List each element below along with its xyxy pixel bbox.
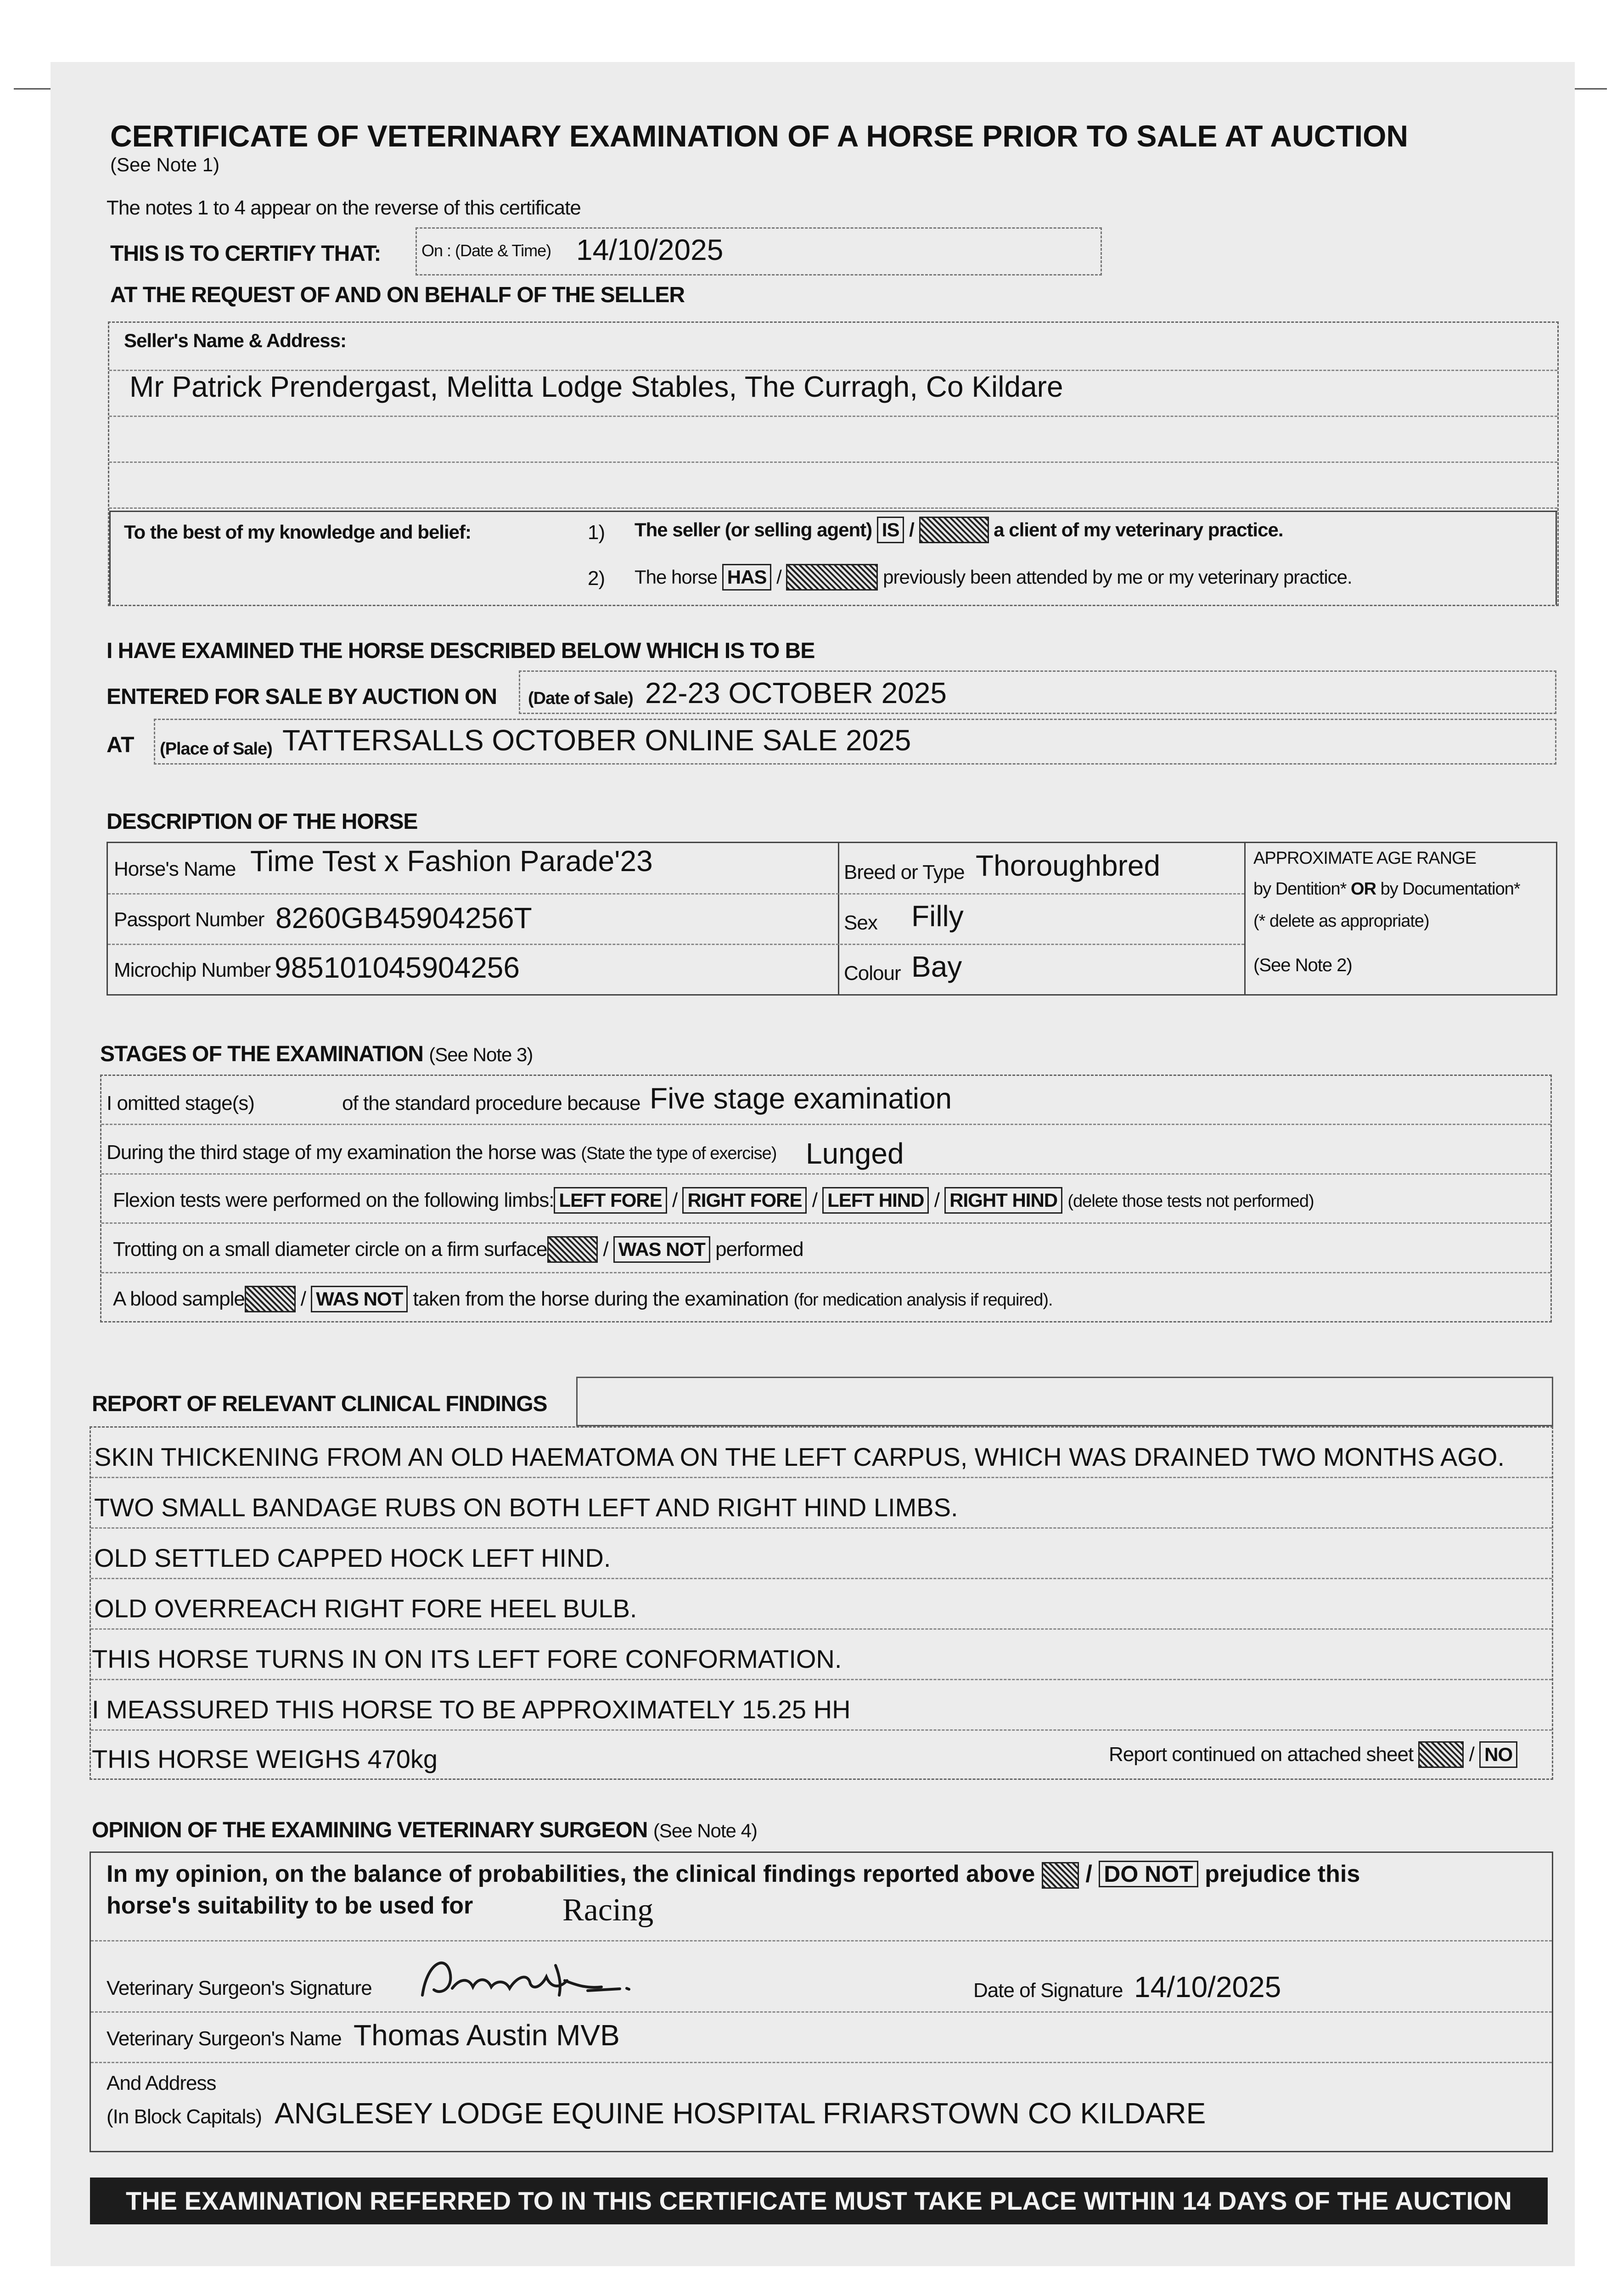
opinion-heading — [92, 1818, 757, 1843]
divider — [91, 1527, 1552, 1529]
blood-label: A blood sample — [113, 1288, 245, 1310]
colour-label: Colour — [844, 962, 901, 985]
footer-banner: THE EXAMINATION REFERRED TO IN THIS CERTIFICATE MUST TAKE PLACE WITHIN 14 DAYS OF THE AUCTION — [90, 2178, 1548, 2224]
opinion-do-option[interactable] — [1042, 1862, 1079, 1889]
divider — [91, 2062, 1552, 2063]
third-stage-note: (State the type of exercise) — [581, 1144, 777, 1163]
finding-line: TWO SMALL BANDAGE RUBS ON BOTH LEFT AND RIGHT HIND LIMBS. — [94, 1493, 958, 1522]
divider — [91, 1628, 1552, 1630]
sale-place-value: TATTERSALLS OCTOBER ONLINE SALE 2025 — [282, 724, 911, 757]
item2-has-option[interactable]: HAS — [722, 564, 772, 591]
divider — [1556, 511, 1557, 605]
sex-value[interactable]: Filly — [911, 900, 964, 933]
item1-is-option[interactable]: IS — [877, 517, 904, 543]
item1-number: 1) — [588, 521, 605, 544]
opinion-text-a: In my opinion, on the balance of probabilities, the clinical findings reported above — [107, 1861, 1035, 1887]
slash: / — [909, 519, 914, 540]
divider — [109, 511, 111, 605]
knowledge-label: To the best of my knowledge and belief: — [124, 521, 471, 543]
age-dentition[interactable]: by Dentition* — [1253, 879, 1347, 899]
age-range-heading: APPROXIMATE AGE RANGE — [1253, 849, 1477, 868]
flexion-row: Flexion tests were performed on the following limbs: LEFT FORE / RIGHT FORE / LEFT HIND / RIGHT HIND (delete those tests not performed) — [113, 1187, 1314, 1214]
flexion-left-fore[interactable]: LEFT FORE — [554, 1187, 667, 1214]
description-heading: DESCRIPTION OF THE HORSE — [107, 810, 418, 834]
colour-value[interactable]: Bay — [911, 950, 962, 983]
divider — [101, 1272, 1550, 1273]
at-label: AT — [107, 733, 135, 757]
blood-row: A blood sample / WAS NOT taken from the horse during the examination (for medication analysis if required). — [113, 1286, 1053, 1313]
divider — [91, 1679, 1552, 1680]
third-stage-value[interactable]: Lunged — [806, 1137, 904, 1170]
stages-heading — [100, 1041, 533, 1067]
sale-place-label: (Place of Sale) — [160, 739, 272, 759]
sale-date-value: 22-23 OCTOBER 2025 — [645, 676, 947, 709]
divider — [108, 944, 1244, 945]
trotting-row: Trotting on a small diameter circle on a firm surface / WAS NOT performed — [113, 1236, 803, 1263]
trotting-was-not-option[interactable]: WAS NOT — [613, 1236, 710, 1263]
item2-pre: The horse — [635, 566, 718, 588]
divider — [109, 507, 1557, 509]
age-range-method — [1253, 879, 1520, 899]
blood-was-not-option[interactable]: WAS NOT — [311, 1286, 408, 1312]
item1-pre: The seller (or selling agent) — [635, 519, 872, 540]
stages-heading-note: (See Note 3) — [429, 1044, 533, 1065]
trotting-label: Trotting on a small diameter circle on a firm surface — [113, 1238, 547, 1261]
findings-header-box — [576, 1377, 1553, 1426]
blood-was-option[interactable] — [245, 1286, 296, 1312]
finding-line: I MEASSURED THIS HORSE TO BE APPROXIMATELY 15.25 HH — [92, 1695, 851, 1724]
sale-date-label: (Date of Sale) — [528, 689, 633, 708]
item2-line — [635, 564, 1352, 591]
findings-heading: REPORT OF RELEVANT CLINICAL FINDINGS — [92, 1392, 547, 1416]
opinion-text-b: prejudice this — [1205, 1861, 1360, 1887]
surgeon-name-value[interactable]: Thomas Austin MVB — [354, 2019, 620, 2052]
signature-label: Veterinary Surgeon's Signature — [107, 1977, 372, 1999]
certificate-title: CERTIFICATE OF VETERINARY EXAMINATION OF A HORSE PRIOR TO SALE AT AUCTION — [110, 119, 1409, 153]
horse-name-label: Horse's Name — [114, 858, 236, 880]
seller-label: Seller's Name & Address: — [124, 330, 346, 351]
seller-box — [108, 321, 1559, 606]
item2-post: previously been attended by me or my veterinary practice. — [883, 566, 1352, 588]
seller-value[interactable]: Mr Patrick Prendergast, Melitta Lodge Stables, The Curragh, Co Kildare — [129, 370, 1063, 403]
divider — [101, 1222, 1550, 1224]
breed-value[interactable]: Thoroughbred — [976, 849, 1161, 882]
flexion-left-hind[interactable]: LEFT HIND — [822, 1187, 929, 1214]
finding-line: THIS HORSE WEIGHS 470kg — [92, 1745, 438, 1773]
finding-line: OLD OVERREACH RIGHT FORE HEEL BULB. — [94, 1594, 637, 1623]
stages-heading-text: STAGES OF THE EXAMINATION — [100, 1042, 423, 1066]
notes-line: The notes 1 to 4 appear on the reverse of this certificate — [107, 197, 581, 219]
opinion-heading-note: (See Note 4) — [653, 1820, 757, 1841]
item2-number: 2) — [588, 567, 605, 590]
flexion-label: Flexion tests were performed on the following limbs: — [113, 1189, 554, 1211]
omitted-label-a: I omitted stage(s) — [107, 1092, 254, 1114]
age-or: OR — [1351, 879, 1376, 899]
opinion-text-line1: In my opinion, on the balance of probabilities, the clinical findings reported above / DO NOT prejudice this — [107, 1860, 1360, 1889]
examined-line: I HAVE EXAMINED THE HORSE DESCRIBED BELOW WHICH IS TO BE — [107, 639, 815, 663]
surgeon-name-label: Veterinary Surgeon's Name — [107, 2027, 342, 2050]
address-label-a: And Address — [107, 2072, 216, 2094]
age-delete-note: (* delete as appropriate) — [1253, 912, 1429, 931]
passport-label: Passport Number — [114, 908, 264, 931]
finding-line: OLD SETTLED CAPPED HOCK LEFT HIND. — [94, 1543, 611, 1572]
opinion-text-c: horse's suitability to be used for — [107, 1892, 473, 1919]
opinion-do-not-option[interactable]: DO NOT — [1099, 1861, 1198, 1887]
item1-line — [635, 517, 1283, 543]
divider — [109, 511, 1557, 512]
address-label-b: (In Block Capitals) — [107, 2105, 262, 2128]
flexion-right-hind[interactable]: RIGHT HIND — [944, 1187, 1062, 1214]
trotting-was-option[interactable] — [547, 1236, 598, 1263]
blood-note: (for medication analysis if required). — [793, 1290, 1053, 1310]
divider — [838, 842, 839, 996]
divider — [109, 416, 1557, 417]
use-value[interactable]: Racing — [562, 1892, 654, 1928]
opinion-heading-text: OPINION OF THE EXAMINING VETERINARY SURGEON — [92, 1818, 648, 1842]
item1-post: a client of my veterinary practice. — [994, 519, 1283, 540]
report-continued-no[interactable]: NO — [1479, 1741, 1517, 1768]
report-continued-row: Report continued on attached sheet / NO — [1109, 1741, 1517, 1768]
flexion-note: (delete those tests not performed) — [1067, 1192, 1314, 1211]
finding-line: THIS HORSE TURNS IN ON ITS LEFT FORE CONFORMATION. — [92, 1644, 842, 1673]
blood-post: taken from the horse during the examination — [413, 1288, 789, 1310]
slash: / — [776, 566, 781, 588]
passport-value[interactable]: 8260GB45904256T — [275, 901, 532, 934]
sex-label: Sex — [844, 912, 877, 934]
breed-label: Breed or Type — [844, 861, 965, 884]
microchip-value[interactable]: 985101045904256 — [275, 951, 520, 984]
divider — [109, 461, 1557, 463]
see-note-1: (See Note 1) — [110, 154, 220, 175]
flexion-right-fore[interactable]: RIGHT FORE — [682, 1187, 807, 1214]
omitted-value[interactable]: Five stage examination — [650, 1082, 952, 1115]
item1-is-not-option[interactable] — [919, 517, 989, 543]
trotting-post: performed — [715, 1238, 803, 1261]
divider — [91, 1940, 1552, 1941]
signature-image — [413, 1945, 652, 2009]
item2-has-not-option[interactable] — [786, 564, 878, 591]
third-stage-text: During the third stage of my examination the horse was — [107, 1141, 576, 1164]
on-date-label: On : (Date & Time) — [421, 241, 551, 260]
signature-date-label: Date of Signature — [973, 1979, 1123, 2002]
report-continued-yes[interactable] — [1418, 1741, 1464, 1768]
third-stage-label — [107, 1141, 776, 1164]
omitted-label-b: of the standard procedure because — [342, 1092, 640, 1114]
request-line: AT THE REQUEST OF AND ON BEHALF OF THE SELLER — [110, 283, 685, 307]
signature-date-value[interactable]: 14/10/2025 — [1134, 1970, 1281, 2003]
divider — [91, 2011, 1552, 2013]
divider — [1244, 842, 1246, 996]
horse-name-value[interactable]: Time Test x Fashion Parade'23 — [250, 844, 653, 878]
divider — [91, 1729, 1552, 1731]
on-date-value: 14/10/2025 — [576, 233, 724, 266]
address-value[interactable]: ANGLESEY LODGE EQUINE HOSPITAL FRIARSTOWN CO KILDARE — [275, 2097, 1206, 2130]
entered-line: ENTERED FOR SALE BY AUCTION ON — [107, 685, 497, 709]
divider — [108, 893, 1244, 895]
divider — [101, 1124, 1550, 1125]
divider — [91, 1578, 1552, 1579]
finding-line: SKIN THICKENING FROM AN OLD HAEMATOMA ON THE LEFT CARPUS, WHICH WAS DRAINED TWO MONTHS AGO. — [94, 1442, 1505, 1471]
microchip-label: Microchip Number — [114, 959, 270, 981]
age-documentation[interactable]: by Documentation* — [1380, 879, 1520, 899]
age-see-note-2: (See Note 2) — [1253, 955, 1352, 975]
certify-label: THIS IS TO CERTIFY THAT: — [110, 242, 381, 266]
divider — [91, 1477, 1552, 1478]
divider — [101, 1173, 1550, 1175]
report-continued-label: Report continued on attached sheet — [1109, 1743, 1414, 1766]
